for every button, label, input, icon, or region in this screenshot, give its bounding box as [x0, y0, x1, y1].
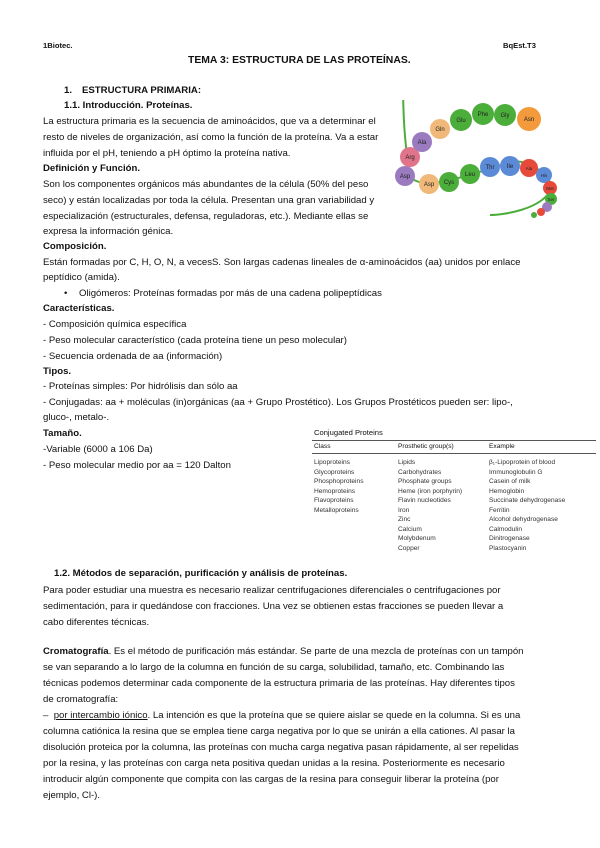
amino-acid-label: Phe — [477, 112, 489, 118]
intro-line: resto de niveles de organización, así como la función de la proteína. Va a estar — [43, 132, 379, 143]
ion-exchange-line: por la resina, y las proteínas con carga neta positiva quedan unidas a la resina. Posteriormente es necesario — [43, 758, 505, 769]
chromatography-first-line — [43, 645, 524, 658]
types-heading: Tipos. — [43, 366, 72, 377]
table-rule — [312, 440, 596, 441]
amino-acid-label: Ser — [547, 197, 555, 202]
table-cell-example: Succinate dehydrogenase — [489, 497, 566, 504]
table-cell-example: Alcohol dehydrogenase — [489, 516, 558, 523]
intro-line: La estructura primaria es la secuencia de aminoácidos, que va a determinar el — [43, 116, 376, 127]
methods-line: sedimentación, para ir quedándose con fracciones. Una vez se obtienen estas fracciones se pueden llevar a — [43, 601, 504, 612]
table-caption: Conjugated Proteins — [314, 428, 383, 437]
table-cell-group: Carbohydrates — [398, 468, 442, 476]
table-cell-group: Heme (iron porphyrin) — [398, 487, 463, 495]
composition-line: Están formadas por C, H, O, N, a vecesS. Son largas cadenas lineales de α-aminoácidos (aa) unidos por enlace — [43, 257, 521, 268]
table-cell-group: Phosphate groups — [398, 478, 452, 485]
characteristic-item: - Peso molecular característico (cada proteína tiene un peso molecular) — [43, 335, 347, 346]
oligomers-line: Oligómeros: Proteínas formadas por más de una cadena polipeptídicas — [79, 288, 382, 299]
amino-acid-label: Ala — [525, 166, 533, 171]
amino-acid-label: Arg — [405, 155, 415, 161]
amino-acid-label: Leu — [464, 172, 476, 178]
amino-acid-label: Asn — [523, 117, 535, 123]
table-cell-example: Calmodulin — [489, 525, 522, 533]
subsection-heading-methods: 1.2. Métodos de separación, purificación y análisis de proteínas. — [54, 568, 348, 579]
amino-acid-chain-illustration — [392, 100, 564, 224]
chromatography-term: Cromatografía — [43, 646, 109, 657]
size-heading: Tamaño. — [43, 428, 82, 439]
amino-acid-label: Cys — [443, 180, 455, 186]
table-cell-example: Immunoglobulin G — [489, 468, 543, 476]
table-cell-example: Ferritin — [489, 506, 510, 514]
chromatography-text: . Es el método de purificación más estándar. Se parte de una mezcla de proteínas con un tampón — [108, 646, 524, 657]
amino-acid-label: Thr — [485, 165, 495, 171]
type-item: gluco-, metalo-. — [43, 412, 110, 423]
ion-exchange-line: columna catiónica la resina que se emplea tiene carga negativa por lo que se unirán a ella cationes. Al pasar la — [43, 726, 515, 737]
subsection-heading: 1.1. Introducción. Proteínas. — [64, 100, 193, 111]
amino-acid-label: Gly — [500, 113, 510, 119]
header-left: 1Biotec. — [43, 41, 73, 50]
table-rule — [312, 453, 596, 454]
definition-line: seco) y están localizadas por toda la célula. Presentan una gran variabilidad y — [43, 195, 375, 206]
amino-acid-label: Met — [546, 186, 554, 191]
ion-exchange-term: por intercambio iónico — [53, 710, 148, 721]
table-cell-group: Iron — [398, 506, 410, 514]
table-cell-example: Plastocyanin — [489, 544, 527, 552]
composition-heading: Composición. — [43, 241, 107, 252]
table-cell-group: Flavin nucleotides — [398, 497, 451, 504]
chromatography-line: técnicas podemos determinar cada componente de la estructura primaria de las proteínas. Hay diferentes tipos — [43, 678, 515, 689]
table-cell-example: Hemoglobin — [489, 487, 525, 495]
methods-line: cabo diferentes técnicas. — [43, 617, 150, 628]
table-header-example: Example — [489, 443, 515, 450]
section-number: 1. — [64, 85, 73, 96]
definition-line: expresa la información génica. — [43, 226, 174, 237]
definition-heading: Definición y Función. — [43, 163, 141, 174]
size-item: -Variable (6000 a 106 Da) — [43, 444, 153, 455]
ion-exchange-text: . La intención es que la proteína que se quiere aislar se quede en la columna. Si es una — [147, 710, 521, 721]
amino-acid-label: Asp — [399, 174, 411, 180]
table-cell-example: Dinitrogenase — [489, 535, 530, 542]
table-header-group: Prosthetic group(s) — [398, 443, 454, 450]
table-cell-class: Phosphoproteins — [314, 478, 364, 485]
ion-exchange-line: ejemplo, Cl-). — [43, 790, 101, 801]
table-cell-group: Molybdenum — [398, 535, 436, 542]
table-cell-class: Lipoproteins — [314, 459, 350, 466]
table-cell-group: Lipids — [398, 459, 416, 466]
amino-acid-label: Gln — [435, 127, 445, 133]
ion-dash: – — [43, 710, 49, 721]
amino-acid-label: Ala — [417, 140, 427, 146]
ion-exchange-line: disolución proteica por la columna, las proteínas con mucha carga negativa pasan rápidamente, al ser repelidas — [43, 742, 519, 753]
amino-acid-label: Asp — [423, 182, 435, 188]
page-title: TEMA 3: ESTRUCTURA DE LAS PROTEÍNAS. — [188, 55, 411, 66]
size-item: - Peso molecular medio por aa = 120 Dalton — [43, 460, 231, 471]
intro-line: influida por el pH, teniendo a pH óptimo la proteína nativa. — [43, 148, 291, 159]
ion-exchange-first-line — [43, 709, 520, 722]
amino-acid-label: Glu — [456, 118, 466, 124]
section-heading: ESTRUCTURA PRIMARIA: — [82, 85, 202, 96]
table-cell-class: Glycoproteins — [314, 468, 355, 476]
ion-exchange-line: introducir algún componente que compita con las cargas de la resina para conseguir liberar la proteína (por — [43, 774, 499, 785]
table-cell-class: Metalloproteins — [314, 506, 359, 514]
definition-line: especialización (estructurales, defensa, reguladoras, etc.). Mediante ellas se — [43, 211, 369, 222]
bullet-dot: • — [64, 288, 68, 299]
characteristics-heading: Características. — [43, 303, 115, 314]
table-cell-group: Zinc — [398, 516, 411, 523]
type-item: - Proteínas simples: Por hidrólisis dan sólo aa — [43, 381, 238, 392]
amino-acid-label: His — [540, 173, 548, 178]
definition-line: Son los componentes orgánicos más abundantes de la célula (50% del peso — [43, 179, 369, 190]
composition-line: peptídico (amida). — [43, 272, 120, 283]
amino-acid-bead — [537, 208, 545, 216]
table-header-class: Class — [314, 443, 331, 450]
table-cell-example: β₁-Lipoprotein of blood — [489, 459, 556, 466]
type-item: - Conjugadas: aa + moléculas (in)orgánicas (aa + Grupo Prostético). Los Grupos Prostéticos pueden ser: lipo-, — [43, 397, 513, 408]
header-right: BqEst.T3 — [503, 41, 536, 50]
characteristic-item: - Secuencia ordenada de aa (información) — [43, 351, 223, 362]
characteristic-item: - Composición química específica — [43, 319, 187, 330]
chromatography-line: de cromatografía: — [43, 694, 119, 705]
table-cell-group: Calcium — [398, 525, 422, 533]
amino-acid-label: Ile — [506, 164, 514, 170]
amino-acid-bead — [531, 212, 537, 218]
chromatography-line: se van separando a lo largo de la columna en función de su carga, solubilidad, tamaño, etc. Combinando las — [43, 662, 505, 673]
table-cell-example: Casein of milk — [489, 478, 531, 485]
table-cell-group: Copper — [398, 544, 420, 552]
table-cell-class: Hemoproteins — [314, 487, 356, 495]
methods-line: Para poder estudiar una muestra es necesario realizar centrifugaciones diferenciales o centrifugaciones por — [43, 585, 501, 596]
table-cell-class: Flavoproteins — [314, 497, 354, 504]
